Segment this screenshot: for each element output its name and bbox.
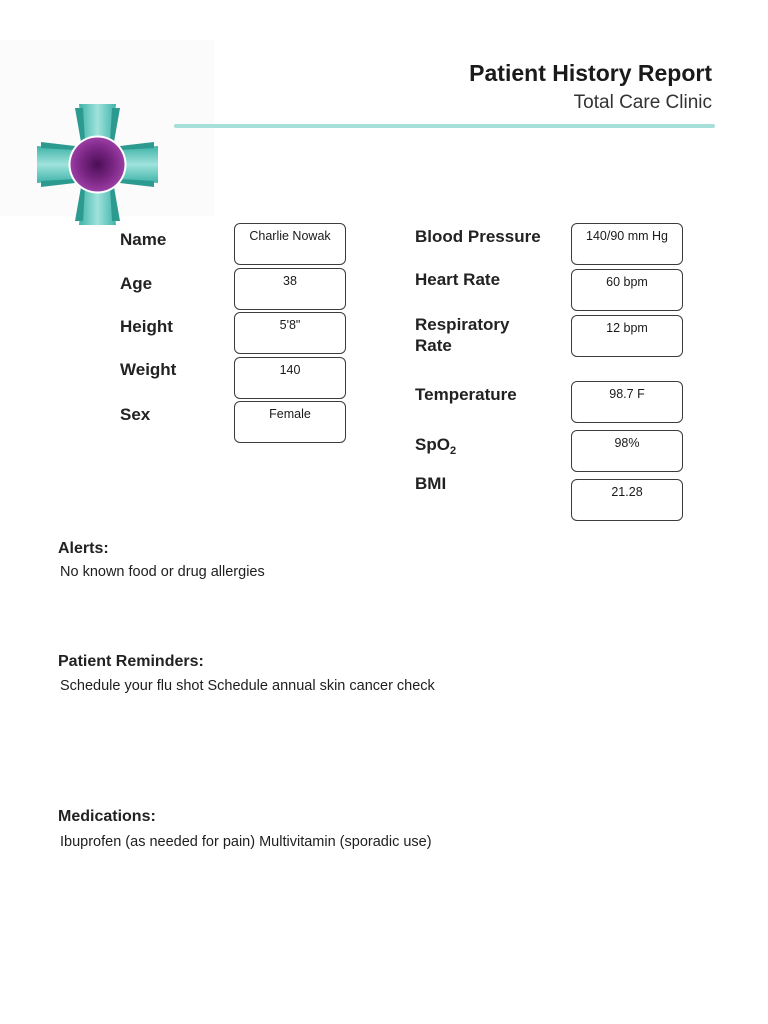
clinic-name: Total Care Clinic — [573, 92, 712, 113]
respiratory-rate-field: 12 bpm — [571, 315, 683, 357]
temperature-field: 98.7 F — [571, 381, 683, 423]
respiratory-rate-label-line1: Respiratory — [415, 315, 510, 334]
blood-pressure-field: 140/90 mm Hg — [571, 223, 683, 265]
reminders-text: Schedule your flu shot Schedule annual skin cancer check — [60, 678, 435, 694]
alerts-text: No known food or drug allergies — [60, 564, 265, 580]
spo2-label-sub: 2 — [449, 445, 457, 457]
temperature-label: Temperature — [415, 385, 517, 404]
report-title: Patient History Report — [469, 60, 712, 86]
name-label: Name — [120, 230, 167, 249]
spo2-label-main: SpO — [415, 435, 450, 454]
header-divider — [174, 124, 715, 128]
height-label: Height — [120, 317, 173, 336]
sex-field: Female — [234, 401, 346, 443]
bmi-field: 21.28 — [571, 479, 683, 521]
name-field: Charlie Nowak — [234, 223, 346, 265]
bmi-label: BMI — [415, 474, 447, 493]
heart-rate-field: 60 bpm — [571, 269, 683, 311]
spo2-field: 98% — [571, 430, 683, 472]
medications-heading: Medications: — [58, 808, 156, 825]
weight-label: Weight — [120, 360, 177, 379]
age-label: Age — [120, 274, 153, 293]
weight-field: 140 — [234, 357, 346, 399]
spo2-label — [415, 434, 456, 458]
alerts-heading: Alerts: — [58, 540, 109, 557]
respiratory-rate-label-line2: Rate — [415, 336, 452, 355]
age-field: 38 — [234, 268, 346, 310]
heart-rate-label: Heart Rate — [415, 270, 501, 289]
logo-panel — [0, 40, 214, 216]
medications-text: Ibuprofen (as needed for pain) Multivitamin (sporadic use) — [60, 834, 432, 850]
medical-cross-icon — [37, 102, 158, 227]
respiratory-rate-label — [415, 314, 509, 356]
sex-label: Sex — [120, 405, 151, 424]
blood-pressure-label: Blood Pressure — [415, 227, 541, 246]
reminders-heading: Patient Reminders: — [58, 653, 204, 670]
height-field: 5'8" — [234, 312, 346, 354]
